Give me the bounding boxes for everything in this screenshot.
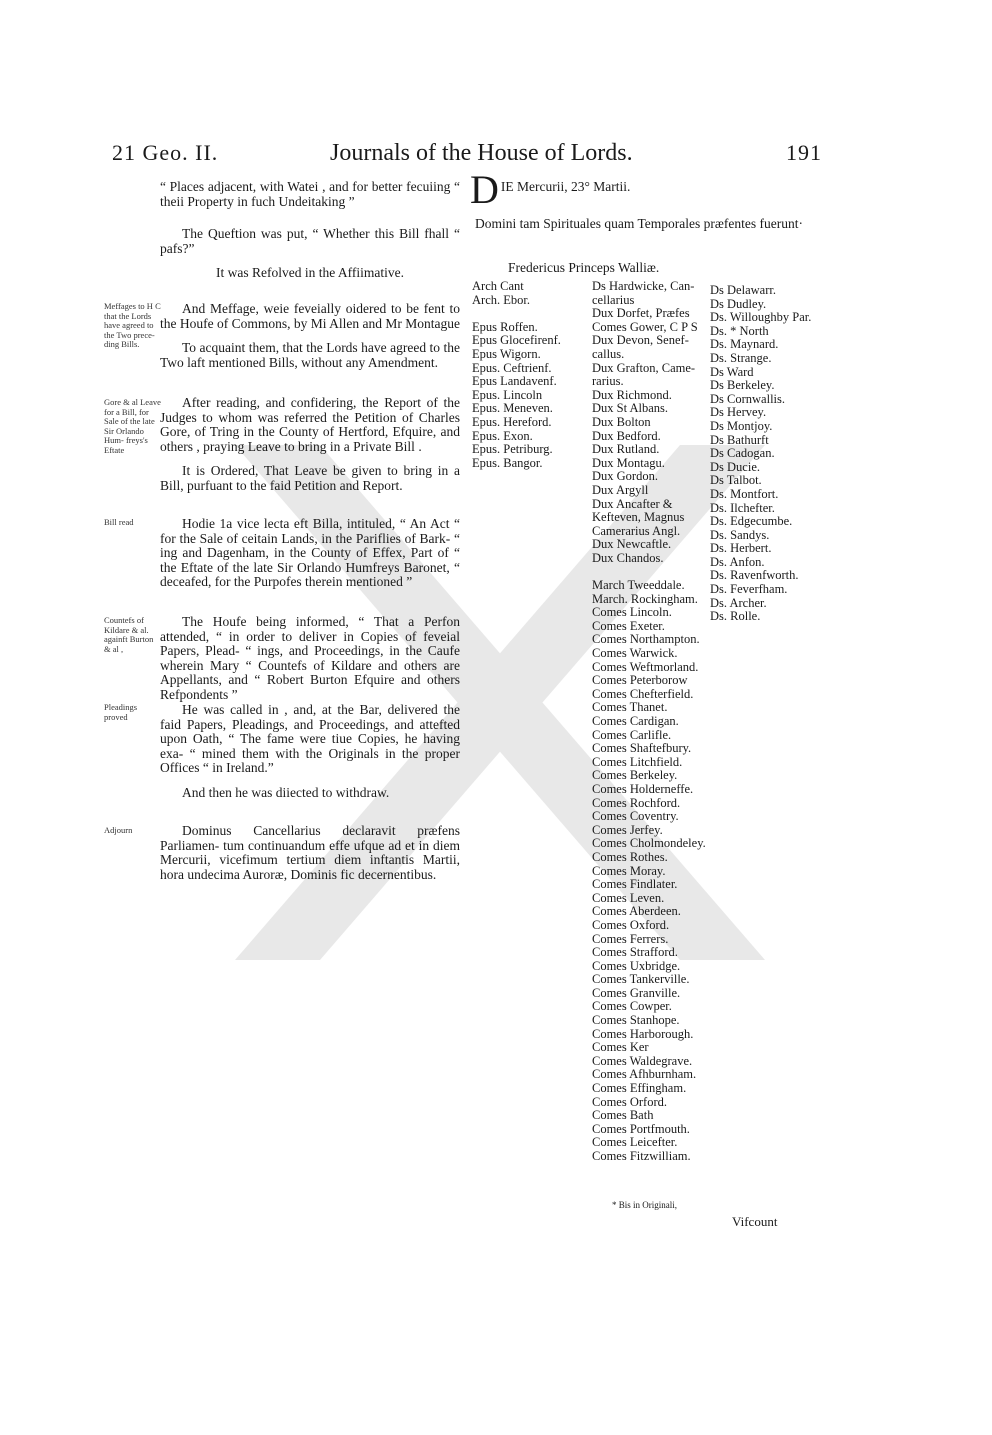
list-entry: Dux Montagu. — [592, 455, 665, 470]
list-entry: Comes Harborough. — [592, 1026, 694, 1041]
left-column-messages — [160, 302, 460, 370]
list-entry: Dux Chandos. — [592, 550, 664, 565]
list-entry: Comes Coventry. — [592, 809, 679, 824]
paragraph-adjourn: Dominus Cancellarius declaravit præfens Parliamen- tum continuandum effe ufque ad et in diem Mercurii, vicefimum tertium diem inftantis Martii, hora undecima Auroræ, Dominis fic decernentibus. — [160, 823, 460, 882]
list-entry: Comes Fitzwilliam. — [592, 1149, 691, 1163]
list-entry: Comes Shaftefbury. — [592, 741, 692, 756]
list-entry: Ds. Herbert. — [710, 541, 772, 556]
paragraph-withdraw: And then he was diiected to withdraw. — [182, 784, 390, 800]
list-entry: Comes Leven. — [592, 890, 665, 905]
list-entry: Comes Ferrers. — [592, 931, 669, 946]
list-bishops — [472, 280, 561, 470]
list-entry: callus. — [592, 346, 625, 361]
left-column-bill — [160, 517, 460, 590]
list-entry: Epus. Exon. — [472, 428, 533, 443]
list-entry: Ds Montjoy. — [710, 418, 773, 433]
list-entry: Comes Orford. — [592, 1094, 667, 1109]
list-entry: Epus. Hereford. — [472, 414, 552, 429]
margin-note-countess: Countefs of Kildare & al. againft Burton & al , — [104, 615, 154, 654]
list-entry: Dux Argyll — [592, 482, 649, 497]
list-entry: Ds Hardwicke, Can- — [592, 279, 695, 293]
list-entry: Kefteven, Magnus — [592, 510, 685, 525]
list-entry: Epus. Bangor. — [472, 455, 543, 470]
paragraph-resolved: It was Refolved in the Affiimative. — [216, 265, 404, 280]
paragraph-judges-report: After reading, and confidering, the Report of the Judges to whom was referred the Petition of Charles Gore, of Tring in the County of Hertford, Efquire, and others , praying Leave to bring in a Private Bill . — [160, 395, 460, 454]
list-entry: Ds. Archer. — [710, 595, 767, 610]
list-entry: Ds Delawarr. — [710, 283, 776, 297]
list-entry: Comes Northampton. — [592, 632, 700, 647]
list-entry: Comes Effingham. — [592, 1081, 687, 1096]
margin-note-messages: Meffages to H C that the Lords have agreed to the Two prece- ding Bills. — [104, 301, 161, 349]
list-entry: Ds. Willoughby Par. — [710, 310, 812, 325]
paragraph-house-informed: The Houfe being informed, “ That a Perfon attended, “ in order to deliver in Copies of feveial Papers, Plead- “ ings, and Proceedings, in the Caufe wherein Mary “ Countefs of Kildare and others are Appellants, and “ Robert Burton Efquire and others Refpondents ” — [160, 614, 460, 702]
list-entry: Comes Cholmondeley. — [592, 836, 706, 851]
margin-note-gore: Gore & al Leave for a Bill, for Sale of the late Sir Orlando Hum- freys's Eftate — [104, 397, 161, 455]
list-entry: Ds Hervey. — [710, 405, 767, 420]
list-entry: Ds. Sandys. — [710, 527, 770, 542]
list-entry: Comes Bath — [592, 1108, 654, 1123]
left-column-gore — [160, 396, 460, 493]
footnote: * Bis in Originali, — [612, 1200, 677, 1210]
list-entry: Ds. Edgecumbe. — [710, 514, 793, 529]
list-entry: Ds. Anfon. — [710, 554, 765, 569]
paragraph-called-in: He was called in , and, at the Bar, delivered the faid Papers, Pleadings, and Proceedings, and attefted upon Oath, “ The fame were tiue Copies, he having exa- “ mined them with the Originals in the proper Offices “ in Ireland.” — [160, 702, 460, 775]
list-entry: Epus Glocefirenf. — [472, 333, 561, 348]
list-entry: Epus. Meneven. — [472, 401, 553, 416]
list-entry: Comes Berkeley. — [592, 768, 678, 783]
list-entry: Ds Cornwallis. — [710, 391, 785, 406]
list-entry: Ds. * North — [710, 323, 769, 338]
list-entry: Comes Peterborow — [592, 673, 688, 688]
list-entry: Dux St Albans. — [592, 401, 669, 416]
list-entry: Epus Wigorn. — [472, 346, 541, 361]
list-entry: March. Rockingham. — [592, 591, 698, 606]
list-entry: Comes Aberdeen. — [592, 904, 681, 919]
list-entry: Comes Chefterfield. — [592, 686, 694, 701]
list-entry: Ds Berkeley. — [710, 378, 775, 393]
list-entry: Comes Thanet. — [592, 700, 668, 715]
margin-note-pleadings: Pleadings proved — [104, 702, 138, 722]
left-column-adjourn — [160, 824, 460, 882]
list-entry: Comes Cardigan. — [592, 714, 679, 728]
list-entry: Comes Carlifle. — [592, 727, 672, 742]
right-column-heading — [470, 167, 810, 212]
list-entry: Ds Dudley. — [710, 296, 767, 311]
list-entry: Epus. Petriburg. — [472, 442, 553, 457]
list-entry: Comes Weftmorland. — [592, 659, 699, 674]
list-entry: Comes Oxford. — [592, 917, 670, 932]
list-entry: Dux Dorfet, Præfes — [592, 306, 690, 321]
list-entry: Comes Lincoln. — [592, 605, 672, 620]
list-entry: Ds. Ilchefter. — [710, 500, 775, 515]
list-entry: Epus Landavenf. — [472, 374, 557, 389]
list-entry: Ds. Montfort. — [710, 486, 779, 501]
drop-cap: D — [470, 167, 499, 212]
header-page-number: 191 — [786, 140, 822, 165]
list-entry: Comes Rochford. — [592, 795, 681, 810]
list-entry: Epus. Lincoln — [472, 387, 543, 402]
list-dukes-earls — [592, 280, 706, 1164]
list-entry: Comes Litchfield. — [592, 754, 683, 769]
list-entry: Comes Ker — [592, 1040, 649, 1055]
paragraph-acquaint: To acquaint them, that the Lords have agreed to the Two laft mentioned Bills, without any Amendment. — [160, 340, 460, 370]
list-entry: Ds. Rolle. — [710, 609, 761, 624]
list-entry: Comes Leicefter. — [592, 1135, 678, 1150]
list-entry: Ds Cadogan. — [710, 446, 775, 461]
list-entry: Comes Jerfey. — [592, 822, 663, 837]
paragraph-1: “ Places adjacent, with Watei , and for better fecuiing “ theii Property in fuch Undeitaking ” — [160, 179, 460, 209]
list-entry: Ds. Feverfham. — [710, 582, 788, 597]
list-entry: Comes Exeter. — [592, 618, 665, 633]
list-entry: Comes Waldegrave. — [592, 1053, 693, 1068]
list-entry: Comes Uxbridge. — [592, 958, 681, 973]
domini-line: Domini tam Spirituales quam Temporales præfentes fuerunt· — [475, 216, 803, 231]
list-entry: March Tweeddale. — [592, 578, 685, 593]
list-entry: Ds. Maynard. — [710, 337, 779, 352]
list-entry: Ds Talbot. — [710, 473, 762, 488]
list-barons — [710, 284, 811, 624]
list-entry: Dux Devon, Senef- — [592, 333, 689, 348]
list-entry: Comes Strafford. — [592, 945, 678, 960]
list-entry — [472, 307, 561, 321]
list-entry: cellarius — [592, 292, 635, 307]
list-entry: Epus Roffen. — [472, 319, 538, 334]
list-entry: Arch. Ebor. — [472, 292, 530, 307]
list-entry: Dux Ancafter & — [592, 496, 673, 511]
list-entry: Comes Warwick. — [592, 646, 678, 661]
list-entry — [592, 565, 706, 579]
list-entry: Dux Grafton, Came- — [592, 360, 696, 375]
list-entry: Comes Cowper. — [592, 999, 672, 1014]
list-entry: Dux Newcaftle. — [592, 537, 672, 552]
list-entry: Comes Tankerville. — [592, 972, 690, 987]
die-date: IE Mercurii, 23° Martii. — [500, 179, 631, 194]
list-entry: Arch Cant — [472, 279, 524, 293]
list-entry: Comes Gower, C P S — [592, 319, 698, 334]
list-entry: Comes Moray. — [592, 863, 666, 878]
margin-note-adjourn: Adjourn — [104, 825, 133, 835]
fredericus-line: Fredericus Princeps Walliæ. — [508, 260, 660, 275]
list-entry: Comes Rothes. — [592, 849, 668, 864]
list-entry: Dux Rutland. — [592, 442, 660, 457]
list-entry: Ds Ducie. — [710, 459, 760, 474]
list-entry: Ds Ward — [710, 364, 754, 379]
list-entry: Ds. Ravenfworth. — [710, 568, 799, 583]
list-entry: Dux Bedford. — [592, 428, 661, 443]
list-entry: Ds Bathurft — [710, 432, 769, 447]
list-entry: rarius. — [592, 374, 624, 389]
paragraph-messages: And Meffage, weie feveially oidered to be fent to the Houfe of Commons, by Mi Allen and Mr Montague — [160, 301, 460, 331]
list-entry: Dux Richmond. — [592, 387, 672, 402]
list-entry: Dux Gordon. — [592, 469, 658, 484]
catchword: Vifcount — [732, 1214, 778, 1229]
list-entry: Comes Afhburnham. — [592, 1067, 697, 1082]
list-entry: Comes Granville. — [592, 985, 681, 1000]
list-entry: Camerarius Angl. — [592, 523, 681, 538]
list-entry: Epus. Ceftrienf. — [472, 360, 552, 375]
left-column-kildare — [160, 615, 460, 702]
list-entry: Comes Holderneffe. — [592, 781, 694, 796]
list-entry: Ds. Strange. — [710, 350, 772, 365]
list-entry: Comes Stanhope. — [592, 1013, 680, 1028]
paragraph-question: The Queftion was put, “ Whether this Bill fhall “ pafs?” — [160, 226, 460, 256]
header-title: Journals of the House of Lords. — [330, 140, 633, 166]
left-column — [160, 180, 460, 281]
paragraph-bill-read: Hodie 1a vice lecta eft Billa, intituled, “ An Act “ for the Sale of ceitain Lands, in the Pariflies of Bark- “ ing and Dagenham, in the County of Effex, Part of “ the Eftate of the late Sir Orlando Humfreys Baronet, “ deceafed, for the Purpofes therein mentioned ” — [160, 516, 460, 589]
paragraph-ordered: It is Ordered, That Leave be given to bring in a Bill, purfuant to the faid Petition and Report. — [160, 463, 460, 493]
left-column-pleadings — [160, 703, 460, 800]
margin-note-bill-read: Bill read — [104, 517, 134, 527]
header-regnal-year: 21 Geo. II. — [112, 140, 219, 165]
list-entry: Dux Bolton — [592, 414, 651, 429]
list-entry: Comes Findlater. — [592, 877, 678, 892]
list-entry: Comes Portfmouth. — [592, 1121, 690, 1136]
